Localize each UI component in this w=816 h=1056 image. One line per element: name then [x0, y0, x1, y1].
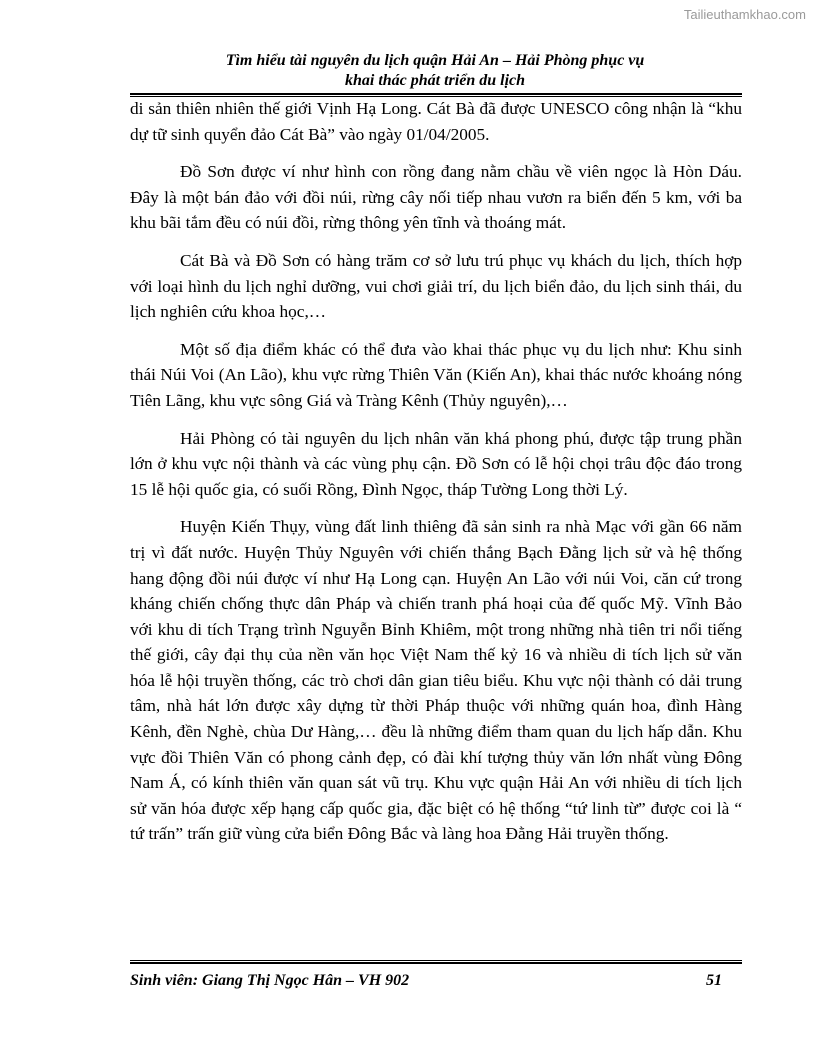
paragraph-2: Đồ Sơn được ví như hình con rồng đang nằm chầu về viên ngọc là Hòn Dáu. Đây là một bán đảo với đồi núi, rừng cây nối tiếp nhau vươn ra biển đến 5 km, với ba khu bãi tắm đều có núi đồi, rừng thông yên tĩnh và thoáng mát.: [130, 162, 742, 233]
document-body: [130, 96, 742, 859]
footer-author: Sinh viên: Giang Thị Ngọc Hân – VH 902: [130, 972, 410, 989]
page-header: [130, 51, 740, 91]
paragraph-5: Hải Phòng có tài nguyên du lịch nhân văn khá phong phú, được tập trung phần lớn ở khu vực nội thành và các vùng phụ cận. Đồ Sơn có lễ hội chọi trâu độc đáo trong 15 lễ hội quốc gia, có suối Rồng, Đình Ngọc, tháp Tường Long thời Lý.: [130, 428, 742, 499]
paragraph-6: Huyện Kiến Thụy, vùng đất linh thiêng đã sản sinh ra nhà Mạc với gần 66 năm trị vì đất nước. Huyện Thủy Nguyên với chiến thắng Bạch Đằng lịch sử và hệ thống hang động đồi núi được ví như Hạ Long cạn. Huyện An Lão với núi Voi, căn cứ trong kháng chiến chống thực dân Pháp và chiến tranh phá hoại của đế quốc Mỹ. Vĩnh Bảo với khu di tích Trạng trình Nguyễn Bỉnh Khiêm, một trong những nhà tiên tri nổi tiếng thế giới, cây đại thụ của nền văn học Việt Nam thế kỷ 16 và nhiều di tích lịch sử văn hóa lễ hội truyền thống, các trò chơi dân gian tiêu biểu. Khu vực nội thành có dải trung tâm, nhà hát lớn được xây dựng từ thời Pháp thuộc với những quán hoa, đình Hàng Kênh, đền Nghè, chùa Dư Hàng,… đều là những điểm tham quan du lịch hấp dẫn. Khu vực đồi Thiên Văn có phong cảnh đẹp, có đài khí tượng thủy văn lớn nhất vùng Đông Nam Á, có kính thiên văn quan sát vũ trụ. Khu vực quận Hải An với nhiều di tích lịch sử văn hóa được xếp hạng cấp quốc gia, đặc biệt có hệ thống “tứ linh từ” được coi là “ tứ trấn” trấn giữ vùng cửa biển Đông Bắc và làng hoa Đằng Hải truyền thống.: [130, 517, 742, 844]
paragraph-3: Cát Bà và Đồ Sơn có hàng trăm cơ sở lưu trú phục vụ khách du lịch, thích hợp với loại hình du lịch nghỉ dưỡng, vui chơi giải trí, du lịch biển đảo, du lịch sinh thái, du lịch nghiên cứu khoa học,…: [130, 250, 742, 322]
paragraph-1: di sản thiên nhiên thế giới Vịnh Hạ Long. Cát Bà đã được UNESCO công nhận là “khu dự tữ sinh quyển đảo Cát Bà” vào ngày 01/04/2005.: [130, 99, 742, 144]
header-title-line-2: khai thác phát triển du lịch: [344, 72, 526, 89]
page-number: 51: [706, 972, 722, 989]
footer-divider: [130, 960, 742, 964]
header-title-line-1: Tìm hiểu tài nguyên du lịch quận Hải An – Hải Phòng phục vụ: [225, 52, 645, 69]
watermark: Tailieuthamkhao.com: [683, 7, 806, 22]
paragraph-4: Một số địa điểm khác có thể đưa vào khai thác phục vụ du lịch như: Khu sinh thái Núi Voi (An Lão), khu vực rừng Thiên Văn (Kiến An), khai thác nước khoáng nóng Tiên Lãng, khu vực sông Giá và Tràng Kênh (Thủy nguyên),…: [130, 339, 742, 410]
